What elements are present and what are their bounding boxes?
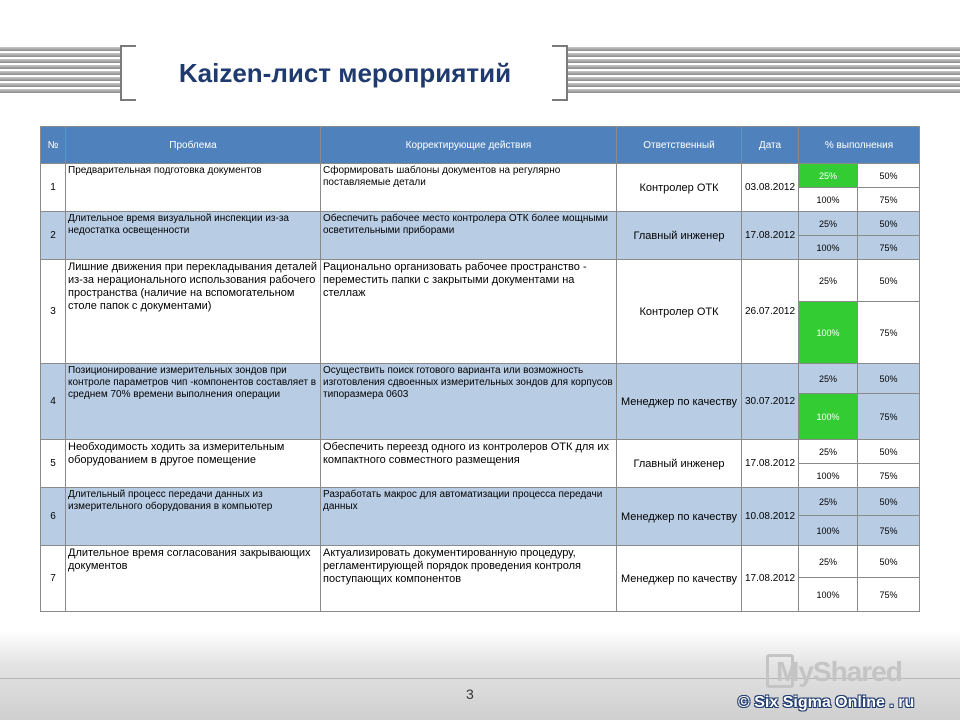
row-num: 4 [41,364,66,440]
pct-25: 25% [799,546,858,578]
table-row [41,212,920,236]
watermark-logo: MyShared [776,656,902,687]
row-num: 1 [41,164,66,212]
row-action: Обеспечить рабочее место контролера ОТК более мощными осветительными приборами [321,212,617,260]
row-responsible: Главный инженер [617,212,742,260]
row-problem: Длительное время согласования закрывающих документов [66,546,321,612]
table-row [41,260,920,302]
row-action: Разработать макрос для автоматизации процесса передачи данных [321,488,617,546]
header-problem: Проблема [66,127,321,164]
pct-25: 25% [799,164,858,188]
table-row [41,488,920,516]
pct-100: 100% [799,516,858,546]
row-action: Актуализировать документированную процедуру, регламентирующей порядок проведения контроля поступающих компонентов [321,546,617,612]
row-date: 17.08.2012 [742,546,799,612]
row-problem: Длительное время визуальной инспекции из-за недостатка освещенности [66,212,321,260]
pct-75: 75% [858,578,920,612]
table-row [41,164,920,188]
row-date: 26.07.2012 [742,260,799,364]
row-problem: Позиционирование измерительных зондов при контроле параметров чип -компонентов составляет в среднем 70% времени выполнения операции [66,364,321,440]
pct-75: 75% [858,188,920,212]
row-date: 17.08.2012 [742,212,799,260]
row-problem: Предварительная подготовка документов [66,164,321,212]
header-date: Дата [742,127,799,164]
pct-50: 50% [858,212,920,236]
header-stripes-right [568,47,960,97]
pct-100: 100% [799,464,858,488]
pct-25: 25% [799,488,858,516]
page-title: Kaizen-лист мероприятий [178,58,512,88]
table-row [41,546,920,578]
header-num: № [41,127,66,164]
row-problem: Лишние движения при перекладывания деталей из-за нерационального использования рабочего пространства (наличие на вспомогательном столе папок с документами) [66,260,321,364]
pct-50: 50% [858,546,920,578]
header-stripes-left [0,47,120,97]
row-action: Обеспечить переезд одного из контролеров ОТК для их компактного совместного размещения [321,440,617,488]
row-responsible: Менеджер по качеству [617,546,742,612]
table-row [41,364,920,394]
pct-25: 25% [799,440,858,464]
row-responsible: Главный инженер [617,440,742,488]
row-action: Сформировать шаблоны документов на регулярно поставляемые детали [321,164,617,212]
title-bracket-right [552,45,568,101]
pct-100: 100% [799,394,858,440]
pct-100: 100% [799,302,858,364]
pct-75: 75% [858,516,920,546]
table-row [41,440,920,464]
row-responsible: Контролер ОТК [617,260,742,364]
row-action: Рационально организовать рабочее пространство - переместить папки с закрытыми документами на стеллаж [321,260,617,364]
pct-75: 75% [858,394,920,440]
kaizen-table [40,126,920,612]
table-header-row [41,127,920,164]
row-problem: Длительный процесс передачи данных из измерительного оборудования в компьютер [66,488,321,546]
row-responsible: Менеджер по качеству [617,488,742,546]
row-num: 7 [41,546,66,612]
pct-50: 50% [858,164,920,188]
row-action: Осуществить поиск готового варианта или возможность изготовления сдвоенных измерительных зондов для корпусов типоразмера 0603 [321,364,617,440]
row-num: 3 [41,260,66,364]
pct-25: 25% [799,212,858,236]
row-responsible: Контролер ОТК [617,164,742,212]
row-date: 03.08.2012 [742,164,799,212]
row-num: 6 [41,488,66,546]
pct-100: 100% [799,188,858,212]
pct-75: 75% [858,236,920,260]
header-percent: % выполнения [799,127,920,164]
pct-75: 75% [858,464,920,488]
header-responsible: Ответственный [617,127,742,164]
pct-25: 25% [799,260,858,302]
row-date: 30.07.2012 [742,364,799,440]
copyright-text: © Six Sigma Online . ru [738,694,915,711]
pct-25: 25% [799,364,858,394]
row-date: 17.08.2012 [742,440,799,488]
row-problem: Необходимость ходить за измерительным оборудованием в другое помещение [66,440,321,488]
row-num: 2 [41,212,66,260]
pct-50: 50% [858,260,920,302]
pct-100: 100% [799,578,858,612]
row-date: 10.08.2012 [742,488,799,546]
page-number: 3 [466,686,474,702]
row-num: 5 [41,440,66,488]
pct-50: 50% [858,364,920,394]
pct-50: 50% [858,440,920,464]
pct-100: 100% [799,236,858,260]
row-responsible: Менеджер по качеству [617,364,742,440]
header-actions: Корректирующие действия [321,127,617,164]
pct-75: 75% [858,302,920,364]
title-bracket-left [120,45,136,101]
pct-50: 50% [858,488,920,516]
